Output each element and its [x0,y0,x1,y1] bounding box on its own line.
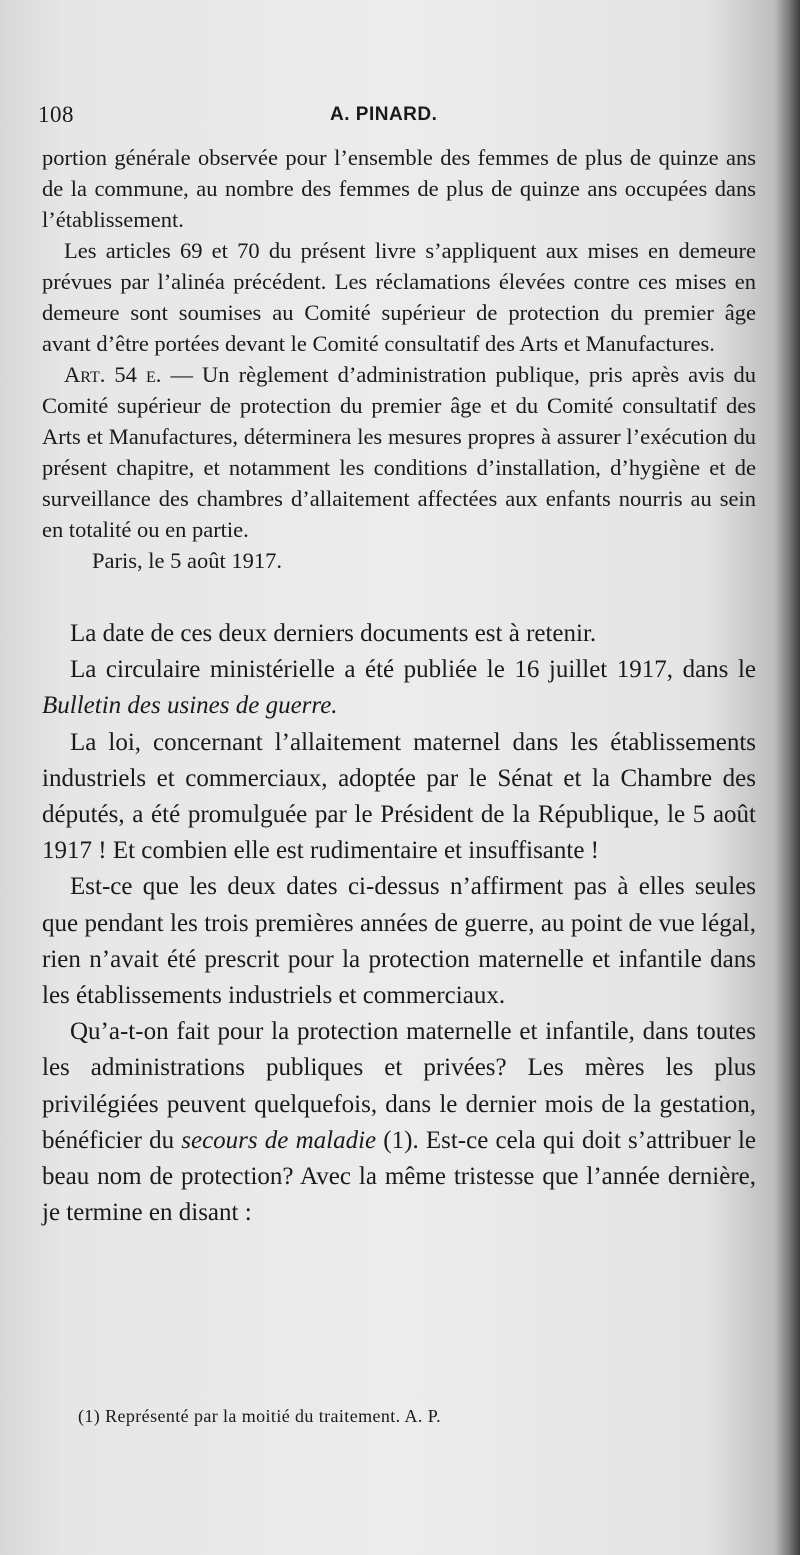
paragraph-text: La circulaire ministérielle a été publiée le 16 juillet 1917, dans le [70,656,756,684]
page-spine-shadow [774,0,800,1555]
commentary-block [42,616,756,1231]
commentary-paragraph: La date de ces deux derniers documents est à retenir. [70,620,597,647]
article-text: — Un règlement d’administration publique, pris après avis du Comité supérieur de protection du premier âge et du Comité consultatif des Arts et Manufactures, déterminera les mesures propres à assurer l’exécution du présent chapitre, et notamment les conditions d’installation, d’hygiène et de surveillance des chambres d’allaitement affectées aux enfants nourris au sein en totalité ou en partie. [42,362,756,542]
footnote: (1) Représenté par la moitié du traitement. A. P. [78,1406,442,1426]
law-paragraph: portion générale observée pour l’ensemble des femmes de plus de quinze ans de la commune, au nombre des femmes de plus de quinze ans occupées dans l’établissement. [42,145,756,232]
page-body [42,142,756,1231]
paragraph-text: (1). Est-ce cela qui doit s’attribuer le beau nom de protection? Avec la même tristesse que l’année dernière, je termine en disant : [42,1126,756,1227]
commentary-paragraph [42,652,756,724]
paragraph-text: Qu’a-t-on fait pour la protection maternelle et infantile, dans toutes les administrations publiques et privées? Les mères les plus privilégiées peuvent quelquefois, dans le dernier mois de la gestation, bénéficier du [42,1018,756,1154]
italic-term: secours de maladie [181,1126,377,1154]
page-header [38,96,758,136]
article-label: Art. 54 e. [64,362,162,387]
law-text-block [42,142,756,576]
law-paragraph: Les articles 69 et 70 du présent livre s’appliquent aux mises en demeure prévues par l’alinéa précédent. Les réclamations élevées contre ces mises en demeure sont soumises au Comité supérieur de protection du premier âge avant d’être portées devant le Comité consultatif des Arts et Manufactures. [42,238,756,356]
article-paragraph [42,359,756,545]
commentary-paragraph: La loi, concernant l’allaitement maternel dans les établissements industriels et commerciaux, adoptée par le Sénat et la Chambre des députés, a été promulguée par le Président de la République, le 5 août 1917 ! Et combien elle est rudimentaire et insuffisante ! [42,728,756,865]
running-head: A. PINARD. [330,104,438,125]
commentary-paragraph: Est-ce que les deux dates ci-dessus n’affirment pas à elles seules que pendant les trois premières années de guerre, au point de vue légal, rien n’avait été prescrit pour la protection maternelle et infantile dans les établissements industriels et commerciaux. [42,873,756,1010]
commentary-paragraph [42,1014,756,1231]
page-number: 108 [38,102,74,127]
signoff: Paris, le 5 août 1917. [92,548,282,573]
publication-title: Bulletin des usines de guerre. [42,692,338,720]
